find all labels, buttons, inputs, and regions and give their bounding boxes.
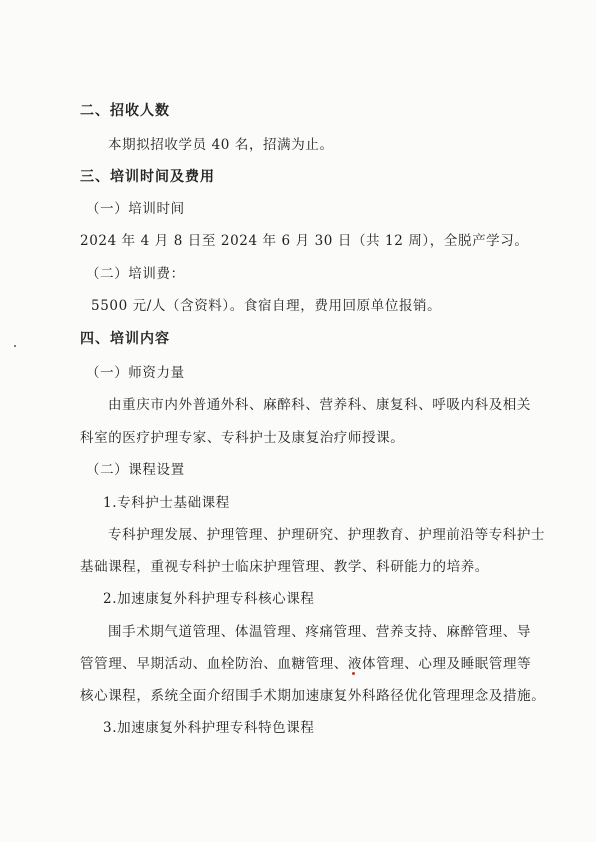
section-heading-enrollment: 二、招收人数	[80, 103, 170, 119]
subheading-curriculum: （二）课程设置	[86, 462, 185, 478]
subheading-training-time: （一）培训时间	[86, 201, 185, 217]
course-3-title: 3.加速康复外科护理专科特色课程	[103, 720, 315, 736]
course-2-title: 2.加速康复外科护理专科核心课程	[103, 591, 315, 607]
course-1-text-line-2: 基础课程，重视专科护士临床护理管理、教学、科研能力的培养。	[80, 559, 489, 575]
section-heading-content: 四、培训内容	[80, 331, 170, 347]
ink-mark	[352, 672, 355, 675]
faculty-text-line-1: 由重庆市内外普通外科、麻醉科、营养科、康复科、呼吸内科及相关	[108, 397, 531, 413]
subheading-training-fee: （二）培训费：	[86, 266, 185, 282]
course-2-text-line-2: 管管理、早期活动、血栓防治、血糖管理、液体管理、心理及睡眠管理等	[80, 656, 532, 672]
course-1-title: 1.专科护士基础课程	[103, 495, 230, 511]
course-2-text-line-3: 核心课程，系统全面介绍围手术期加速康复外科路径优化管理理念及措施。	[80, 688, 546, 704]
course-2-text-line-1: 围手术期气道管理、体温管理、疼痛管理、营养支持、麻醉管理、导	[108, 624, 531, 640]
enrollment-text: 本期拟招收学员 40 名，招满为止。	[108, 137, 334, 153]
scan-speck	[14, 345, 16, 347]
training-time-text: 2024 年 4 月 8 日至 2024 年 6 月 30 日（共 12 周），全脱产学习。	[80, 233, 529, 249]
section-heading-time-fee: 三、培训时间及费用	[80, 169, 215, 185]
faculty-text-line-2: 科室的医疗护理专家、专科护士及康复治疗师授课。	[80, 430, 405, 446]
subheading-faculty: （一）师资力量	[86, 365, 185, 381]
training-fee-text: 5500 元/人（含资料）。食宿自理，费用回原单位报销。	[91, 298, 442, 314]
course-1-text-line-1: 专科护理发展、护理管理、护理研究、护理教育、护理前沿等专科护士	[108, 527, 546, 543]
